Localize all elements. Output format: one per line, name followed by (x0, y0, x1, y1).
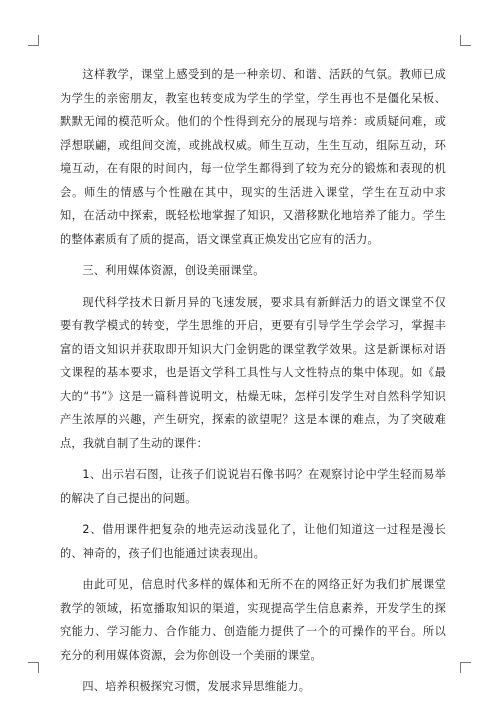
paragraph-technology-development: 现代科学技术日新月异的飞速发展，要求具有新鲜活力的语文课堂不仅要有教学模式的转变，学生思维的开启，更要有引导学生学会学习，掌握丰富的语文知识并获取即开知识大门金钥匙的课堂教学效果。这是新课标对语文课程的基本要求，也是语文学科工具性与人文性特点的集中体现。如《最大的“书”》这是一篇科普说明文，枯燥无味，怎样引发学生对自然科学知识产生浓厚的兴趣，产生研究，探索的欲望呢？这是本课的难点，为了突破难点，我就自制了生动的课件： (60, 295, 446, 450)
crop-mark-bottom-right (460, 662, 471, 673)
crop-mark-bottom-left (28, 662, 39, 673)
section-heading-inquiry-habits: 四、培养积极探究习惯，发展求异思维能力。 (82, 680, 311, 693)
paragraph-information-age: 由此可见，信息时代多样的媒体和无所不在的网络正好为我们扩展课堂教学的领域，拓宽播取知识的渠道，实现提高学生信息素养，开发学生的探究能力、学习能力、合作能力、创造能力提供了一个的可操作的平台。所以充分的利用媒体资源，会为你创设一个美丽的课堂。 (60, 578, 446, 662)
list-item-crust-movement: 2、借用课件把复杂的地壳运动浅显化了，让他们知道这一过程是漫长的、神奇的，孩子们也能通过读表现出。 (60, 523, 446, 560)
list-item-rock-image: 1、出示岩石图，让孩子们说说岩石像书吗？在观察讨论中学生轻而易举的解决了自己提出的问题。 (60, 468, 446, 505)
paragraph-classroom-atmosphere: 这样教学，课堂上感受到的是一种亲切、和谐、活跃的气氛。教师已成为学生的亲密朋友，教室也转变成为学生的学堂，学生再也不是僵化呆板、默默无闻的模范听众。他们的个性得到充分的展现与培养：或质疑问难，或浮想联翩，或组间交流，或挑战权威。师生互动，生生互动，组际互动，环境互动，在有限的时间内，每一位学生都得到了较为充分的锻炼和表现的机会。师生的情感与个性融在其中，现实的生活进入课堂，学生在互动中求知，在活动中探索，既轻松地掌握了知识，又潜移默化地培养了能力。学生的整体素质有了质的提高，语文课堂真正焕发出它应有的活力。 (60, 68, 446, 246)
crop-mark-top-right (460, 35, 471, 46)
crop-mark-top-left (28, 35, 39, 46)
section-heading-media-resources: 三、利用媒体资源，创设美丽课堂。 (82, 264, 265, 277)
document-body (60, 63, 446, 707)
